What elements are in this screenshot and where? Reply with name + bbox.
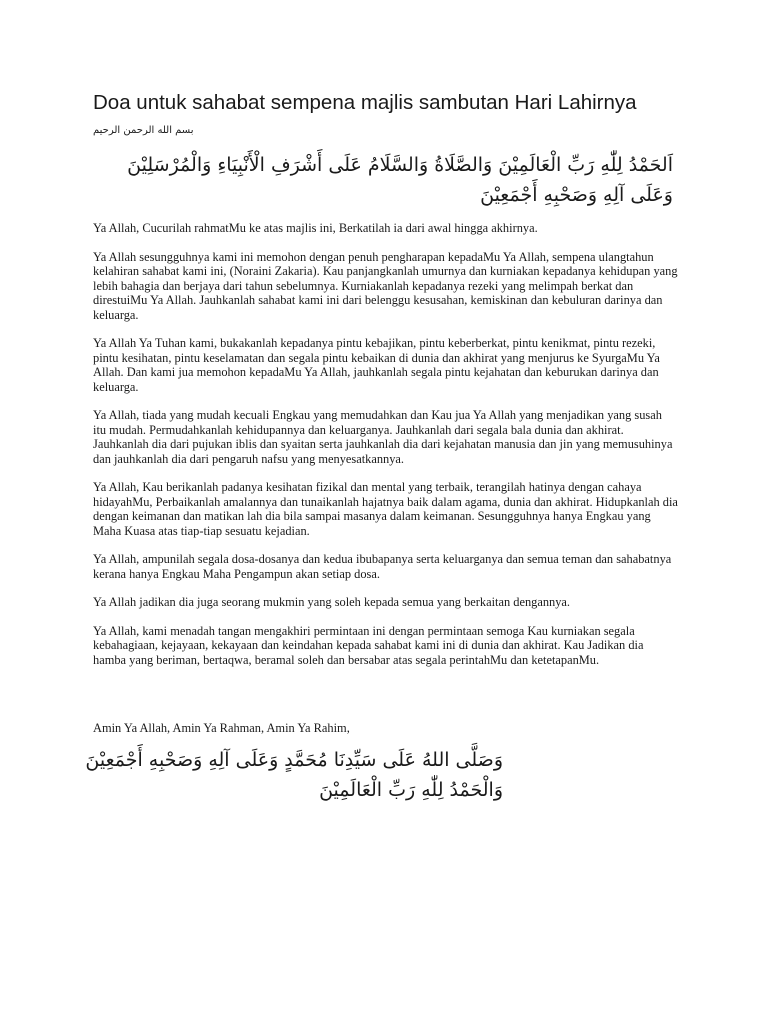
prayer-paragraph: Ya Allah jadikan dia juga seorang mukmin yang soleh kepada semua yang berkaitan dengannya. [93, 595, 571, 609]
prayer-paragraph: Ya Allah, tiada yang mudah kecuali Engkau yang memudahkan dan Kau jua Ya Allah yang menjadikan yang susah itu mudah. Permudahkanlah kehidupannya dan keluarganya. Jauhkanlah dari segala bala dunia dan akhirat. Jauhkanlah dia dari pujukan iblis dan syaitan serta jauhkanlah dia dari kejahatan manusia dan jin yang memusuhinya dan jauhkanlah dia dari pengaruh nafsu yang menyesatkannya. [93, 408, 673, 466]
prayer-body [93, 221, 678, 681]
closing-arabic-line: وَصَلَّى اللهُ عَلَى سَيِّدِنَا مُحَمَّدٍ وَعَلَى آلِهِ وَصَحْبِهِ أَجْمَعِيْنَ [85, 749, 503, 771]
opening-arabic-prayer [93, 150, 673, 210]
opening-arabic-line: اَلحَمْدُ لِلّٰهِ رَبِّ الْعَالَمِيْنَ وَالصَّلَاةُ وَالسَّلَامُ عَلَى أَشْرَفِ الْأَنْبِيَاءِ وَالْمُرْسَلِيْنَ [127, 154, 673, 176]
prayer-paragraph: Ya Allah, Kau berikanlah padanya kesihatan fizikal dan mental yang terbaik, terangilah hatinya dengan cahaya hidayahMu, Perbaikanlah amalannya dan tunaikanlah hajatnya baik dalam agama, dunia dan akhirat. Hidupkanlah dia dengan keimanan dan matikan lah dia bila sampai masanya dalam keimanan. Sesungguhnya hanya Engkau yang Maha Kuasa atas tiap-tiap sesuatu kejadian. [93, 480, 678, 538]
document-title: Doa untuk sahabat sempena majlis sambutan Hari Lahirnya [93, 91, 637, 114]
prayer-paragraph: Ya Allah sesungguhnya kami ini memohon dengan penuh pengharapan kepadaMu Ya Allah, sempena ulangtahun kelahiran sahabat kami ini, (Noraini Zakaria). Kau panjangkanlah umurnya dan kurniakan kepadanya kehidupan yang lebih bahagia dan berjaya dari tahun sebelumnya. Kurniakanlah kepadanya rezeki yang melimpah berkat dan direstuiMu Ya Allah. Jauhkanlah sahabat kami ini dari belenggu kesusahan, kemiskinan dan kebuluran darinya dan keluarga. [93, 249, 678, 322]
prayer-paragraph: Ya Allah, ampunilah segala dosa-dosanya dan kedua ibubapanya serta keluarganya dan semua teman dan sahabatnya kerana hanya Engkau Maha Pengampun akan setiap dosa. [93, 552, 672, 581]
amin-line: Amin Ya Allah, Amin Ya Rahman, Amin Ya Rahim, [93, 721, 350, 735]
closing-arabic-line: وَالْحَمْدُ لِلّٰهِ رَبِّ الْعَالَمِيْنَ [319, 779, 503, 801]
closing-arabic-prayer [85, 745, 503, 805]
prayer-paragraph: Ya Allah, kami menadah tangan mengakhiri permintaan ini dengan permintaan semoga Kau kurniakan segala kebahagiaan, kejayaan, kekayaan dan keindahan kepada sahabat kami ini di dunia dan akhirat. Kau Jadikan dia hamba yang beriman, bertaqwa, beramal soleh dan bersabar atas segala perintahMu dan ketetapanMu. [93, 623, 644, 667]
basmalah-text: بسم الله الرحمن الرحيم [93, 125, 194, 136]
opening-arabic-line: وَعَلَى آلِهِ وَصَحْبِهِ أَجْمَعِيْنَ [480, 184, 673, 206]
prayer-paragraph: Ya Allah Ya Tuhan kami, bukakanlah kepadanya pintu kebajikan, pintu keberberkat, pintu kenikmat, pintu rezeki, pintu kesihatan, pintu keselamatan dan segala pintu kebaikan di dunia dan akhirat yang menjurus ke SyurgaMu Ya Allah. Dan kami jua memohon kepadaMu Ya Allah, jauhkanlah segala pintu kejahatan dan keburukan darinya dan keluarga. [93, 336, 660, 394]
prayer-paragraph: Ya Allah, Cucurilah rahmatMu ke atas majlis ini, Berkatilah ia dari awal hingga akhirnya. [93, 221, 538, 235]
